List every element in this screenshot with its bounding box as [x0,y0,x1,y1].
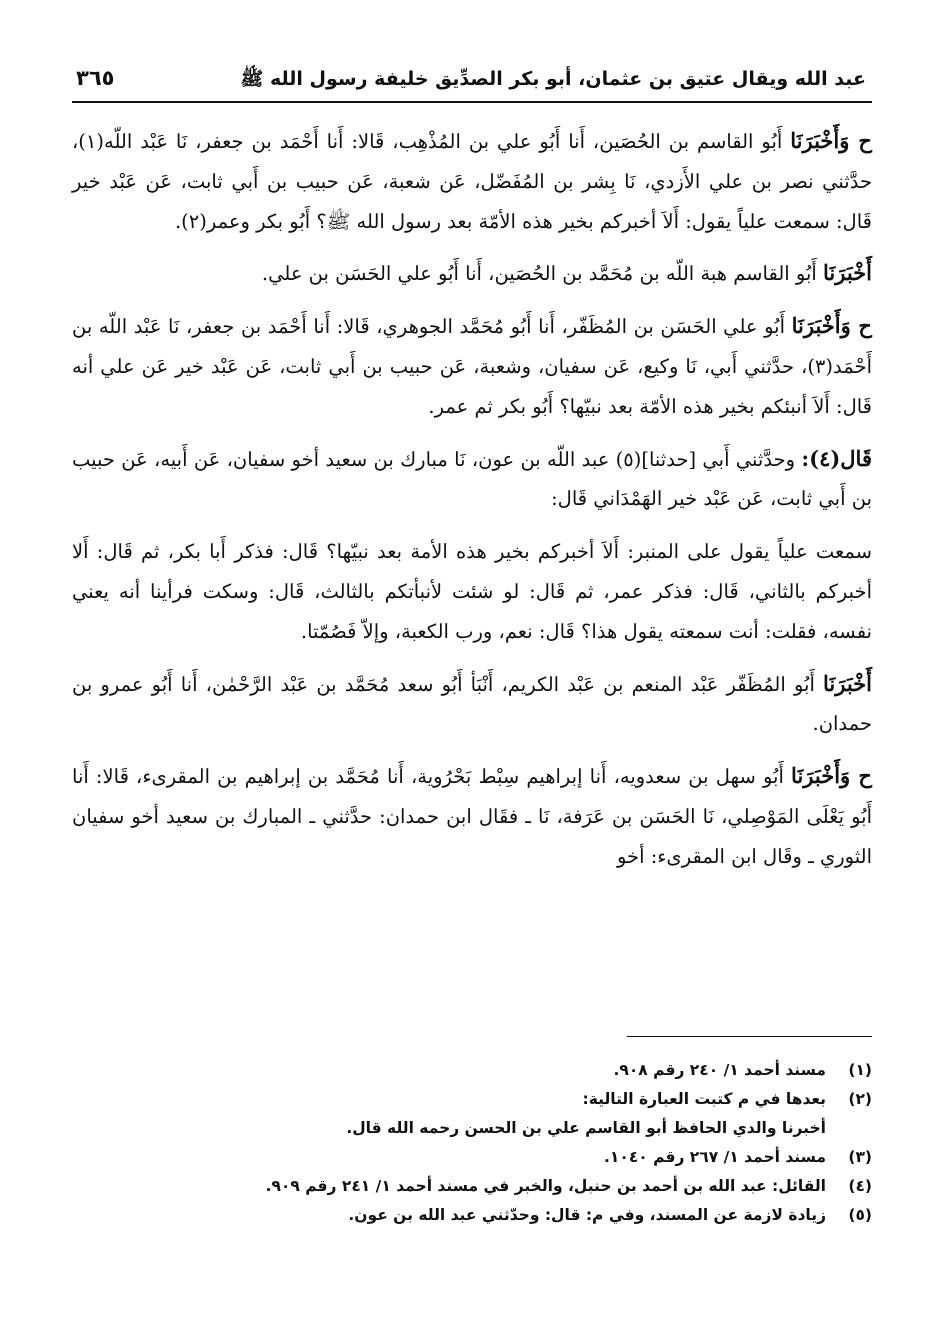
paragraph [72,439,872,520]
paragraph-lead: أَخْبَرَنَا [823,670,872,696]
footnote-text: القائل: عبد الله بن أحمد بن حنبل، والخبر في مسند أحمد ١/ ٢٤١ رقم ٩٠٩. [265,1177,826,1195]
paragraph-lead: أَخْبَرَنَا [823,260,872,286]
footnote-text: زيادة لازمة عن المسند، وفي م: قال: وحدّثني عبد الله بن عون. [348,1206,826,1224]
paragraph-text: أَبُو القاسم بن الحُصَين، أَنا أَبُو علي بن المُذْهِب، قَالا: أَنا أَحْمَد بن جعفر، نَا عَبْد اللّه(١)، حدَّثني نصر بن علي الأَزدي، نَا بِشر بن المُفَضّل، عَن شعبة، عَن حبيب بن أَبي ثابت، عَن عَبْد خير قَال: سمعت علياً يقول: أَلاَ أخبركم بخير هذه الأمّة بعد رسول الله ﷺ؟ أَبُو بكر وعمر(٢). [72,130,872,233]
paragraph [72,253,872,294]
paragraph [72,531,872,651]
footnote-number: (٢) [848,1090,872,1108]
paragraph [72,664,872,745]
paragraph-lead: ح وَأَخْبَرَنَا [791,763,872,789]
footnote-quoted-text: أخبرنا والدي الحافظ أبو القاسم علي بن الحسن رحمه الله قال. [346,1119,826,1137]
paragraph-text: أَبُو القاسم هبة اللّه بن مُحَمَّد بن الحُصَين، أَنا أَبُو علي الحَسَن بن علي. [261,262,824,286]
paragraph [72,756,872,876]
footnote-text: مسند أحمد ١/ ٢٦٧ رقم ١٠٤٠. [604,1148,826,1166]
footnote [72,1056,872,1085]
running-head [72,66,872,103]
paragraph-text: أَبُو علي الحَسَن بن المُظَفّر، أَنا أَبُو مُحَمَّد الجوهري، قَالا: أَنا أَحْمَد بن جعفر، نَا عَبْد اللّه بن أَحْمَد(٣)، حدَّثني أَبي، نَا وكيع، عَن سفيان، وشعبة، عَن حبيب بن أَبي ثابت، عَن عَبْد خير عَن علي أنه قَال: أَلاَ أنبئكم بخير هذه الأمّة بعد نبيّها؟ أَبُو بكر ثم عمر. [72,315,872,418]
paragraph [72,306,872,426]
footnote [72,1085,872,1143]
running-head-title: عبد الله ويقال عتيق بن عثمان، أبو بكر الصدِّيق خليفة رسول الله ﷺ [240,68,866,90]
footnotes [72,1056,872,1230]
page-number: ٣٦٥ [76,66,115,90]
footnote-number: (٥) [848,1206,872,1224]
footnote-number: (١) [848,1061,872,1079]
book-page [72,66,872,1306]
footnote [72,1172,872,1201]
paragraph-lead: قَال(٤): [801,445,872,471]
body-text [72,121,872,877]
paragraph [72,121,872,241]
paragraph-lead: ح وَأَخْبَرَنَا [790,128,872,153]
footnote [72,1201,872,1230]
paragraph-text: أَبُو المُظَفّر عَبْد المنعم بن عَبْد الكريم، أَنْبَأ أَبُو سعد مُحَمَّد بن عَبْد الرَّحْمٰن، أَنا أَبُو عمرو بن حمدان. [72,672,872,736]
footnote-number: (٤) [848,1177,872,1195]
footnote-body [72,1085,826,1143]
footnote [72,1143,872,1172]
footnote-text: مسند أحمد ١/ ٢٤٠ رقم ٩٠٨. [613,1061,826,1079]
paragraph-text: وحدَّثني أَبي [حدثنا](٥) عبد اللّه بن عون، نَا مبارك بن سعيد أخو سفيان، عَن أَبيه، عَن حبيب بن أَبي ثابت، عَن عَبْد خير الهَمْدَاني قَال: [72,447,872,511]
paragraph-lead: ح وَأَخْبَرَنَا [791,313,872,339]
footnote-number: (٣) [848,1148,872,1166]
paragraph-text: سمعت علياً يقول على المنبر: أَلاَ أخبركم بخير هذه الأمة بعد نبيّها؟ قَال: فذكر أَبا بكر، ثم قَال: أَلا أخبركم بالثاني، قَال: فذكر عمر، ثم قَال: لو شئت لأنبأتكم بالثالث، قَال: وسكت فرأينا أنه يعني نفسه، فقلت: أنت سمعته يقول هذا؟ قَال: نعم، ورب الكعبة، وإلاّ فَصُمّتا. [72,540,872,643]
footnote-separator [627,1036,872,1037]
footnote-text: بعدها في م كتبت العبارة التالية: [582,1090,826,1108]
paragraph-text: أَبُو سهل بن سعدويه، أَنا إبراهيم سِبْط بَحْرُوية، أَنا مُحَمَّد بن إبراهيم بن المقرىء، قَالا: أَنا أَبُو يَعْلَى المَوْصِلي، نَا الحَسَن بن عَرَفة، نَا ـ فقَال ابن حمدان: حدَّثني ـ المبارك بن سعيد أخو سفيان الثوري ـ وقَال ابن المقرىء: أخو [72,765,872,868]
